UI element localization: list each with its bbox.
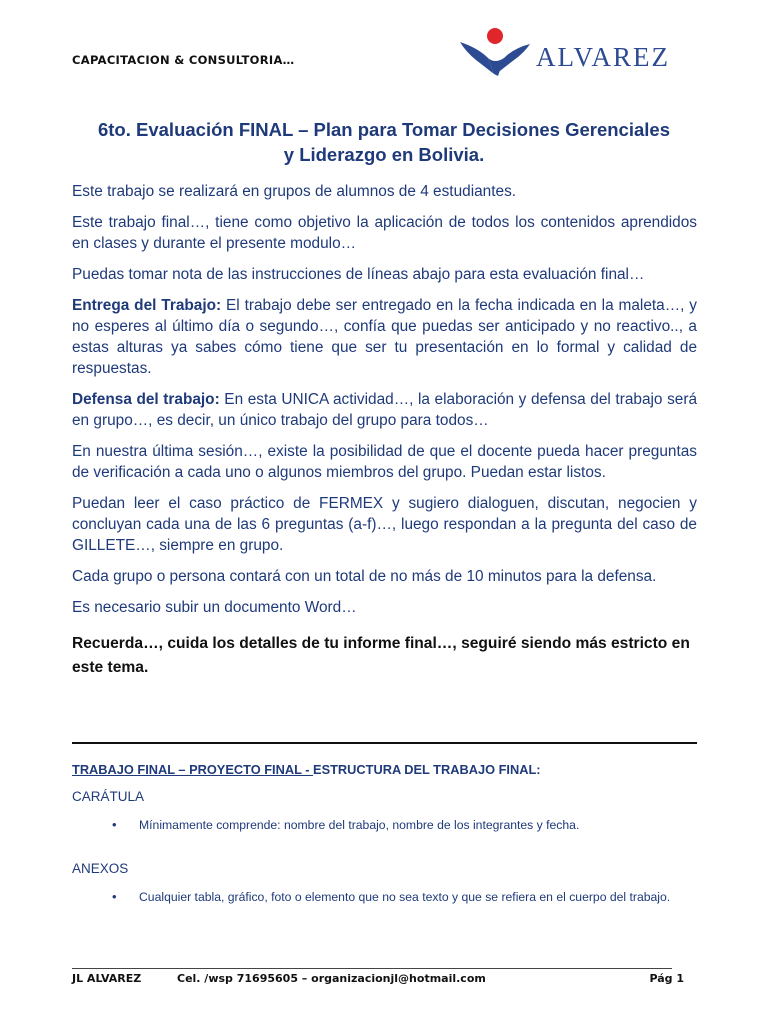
instructions-body <box>72 181 697 690</box>
paragraph-delivery <box>72 295 697 379</box>
footer-divider <box>72 968 672 969</box>
title-line-2: y Liderazgo en Bolivia. <box>283 144 485 165</box>
footer-page-number: Pág 1 <box>649 972 684 985</box>
structure-title <box>72 762 541 777</box>
paragraph-case-study: Puedan leer el caso práctico de FERMEX y sugiero dialoguen, discutan, negocien y concluyan cada una de las 6 preguntas (a-f)…, luego respondan a la pregunta del caso de GILLETE…, siempre en grupo. <box>72 495 697 554</box>
paragraph-word-doc: Es necesario subir un documento Word… <box>72 599 357 616</box>
title-line-1: 6to. Evaluación FINAL – Plan para Tomar Decisiones Gerenciales <box>97 119 670 140</box>
company-logo <box>458 26 673 80</box>
alvarez-logo-icon <box>458 26 538 80</box>
delivery-text: El trabajo debe ser entregado en la fecha indicada en la maleta…, y no esperes al último día o segundo…, confía que puedas ser anticipado y no reactivo.., a estas alturas ya sabes cómo tiene que ser tu presentación en lo formal y calidad de respuestas. <box>72 297 697 377</box>
paragraph-notes: Puedas tomar nota de las instrucciones de líneas abajo para esta evaluación final… <box>72 266 645 283</box>
bullet-dot-icon: • <box>112 817 117 832</box>
section-divider <box>72 742 697 744</box>
defense-text: En esta UNICA actividad…, la elaboración y defensa del trabajo será en grupo…, es decir, un único trabajo del grupo para todos… <box>72 391 698 429</box>
paragraph-objective: Este trabajo final…, tiene como objetivo la aplicación de todos los contenidos aprendidos en clases y durante el presente modulo… <box>72 214 697 252</box>
structure-title-underlined: TRABAJO FINAL – PROYECTO FINAL - <box>72 762 314 777</box>
delivery-label: Entrega del Trabajo: <box>72 297 222 314</box>
header-company: CAPACITACION & CONSULTORIA… <box>72 53 295 67</box>
caratula-bullet <box>112 817 702 834</box>
defense-label: Defensa del trabajo: <box>72 391 220 408</box>
paragraph-groups: Este trabajo se realizará en grupos de alumnos de 4 estudiantes. <box>72 183 517 200</box>
paragraph-last-session: En nuestra última sesión…, existe la posibilidad de que el docente pueda hacer preguntas de verificación a cada uno o algunos miembros del grupo. Puedan estar listos. <box>72 443 697 481</box>
anexos-bullet <box>112 889 702 906</box>
anexos-bullet-text: Cualquier tabla, gráfico, foto o elemento que no sea texto y que se refiera en el cuerpo del trabajo. <box>139 890 671 904</box>
caratula-heading: CARÁTULA <box>72 789 145 804</box>
paragraph-time-limit: Cada grupo o persona contará con un total de no más de 10 minutos para la defensa. <box>72 568 657 585</box>
footer-author: JL ALVAREZ <box>72 972 142 985</box>
paragraph-defense <box>72 389 697 431</box>
anexos-heading: ANEXOS <box>72 861 129 876</box>
document-title <box>60 117 708 167</box>
structure-title-rest: ESTRUCTURA DEL TRABAJO FINAL: <box>313 762 541 777</box>
bullet-dot-icon: • <box>112 889 117 904</box>
paragraph-reminder: Recuerda…, cuida los detalles de tu informe final…, seguiré siendo más estricto en este tema. <box>72 635 690 676</box>
footer-contact: Cel. /wsp 71695605 – organizacionjl@hotmail.com <box>177 972 486 985</box>
caratula-bullet-text: Mínimamente comprende: nombre del trabajo, nombre de los integrantes y fecha. <box>139 818 580 832</box>
logo-wordmark: ALVAREZ <box>536 42 671 72</box>
